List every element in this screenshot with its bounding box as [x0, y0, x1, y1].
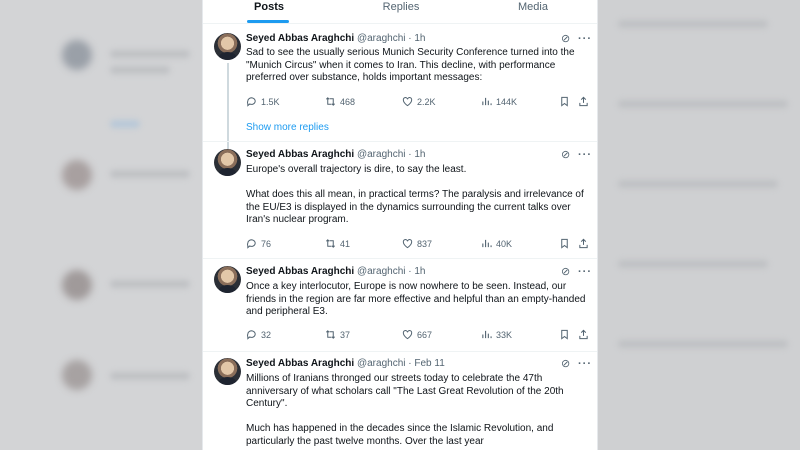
- more-options-icon[interactable]: ···: [578, 358, 592, 370]
- views-chart-icon: [481, 238, 492, 249]
- repost-count: 37: [340, 329, 351, 340]
- views-chart-icon: [481, 96, 492, 107]
- blurred-avatar: [62, 360, 92, 390]
- views-button[interactable]: [481, 96, 517, 107]
- like-count: 837: [417, 238, 433, 249]
- post-header: [246, 33, 426, 44]
- share-button[interactable]: [578, 96, 589, 107]
- post-actions: [246, 238, 591, 252]
- author-handle[interactable]: @araghchi: [356, 358, 406, 369]
- repost-icon: [325, 96, 336, 107]
- blurred-text: [618, 180, 778, 188]
- blurred-text: [110, 280, 190, 288]
- post-header: [246, 266, 426, 277]
- blurred-text: [110, 372, 190, 380]
- blurred-text: [110, 170, 190, 178]
- reply-icon: [246, 238, 257, 249]
- post-time[interactable]: · 1h: [408, 266, 426, 277]
- more-options-icon[interactable]: ···: [578, 266, 592, 278]
- bookmark-icon: [559, 96, 570, 107]
- repost-count: 468: [340, 96, 356, 107]
- grok-icon[interactable]: ⊘: [561, 266, 571, 278]
- right-column-blur: [598, 0, 800, 450]
- divider: [203, 258, 598, 259]
- repost-count: 41: [340, 238, 351, 249]
- post-text: Once a key interlocutor, Europe is now nowhere to be seen. Instead, our friends in the region are far more effective and helpful than an empty-handed and peripheral E3.: [246, 281, 589, 317]
- like-count: 667: [417, 329, 433, 340]
- like-count: 2.2K: [417, 96, 436, 107]
- blurred-text: [618, 340, 788, 348]
- reply-icon: [246, 96, 257, 107]
- post-text: Millions of Iranians thronged our streets today to celebrate the 47th anniversary of what scholars call "The Last Great Revolution of the 20th Century". Much has happened in the decades since the Islamic Revolution, and particularly the past twelve months. Over the last year: [246, 373, 564, 447]
- post-actions: [246, 329, 591, 343]
- post[interactable]: [203, 266, 598, 346]
- more-options-icon[interactable]: ···: [578, 33, 592, 45]
- like-button[interactable]: [402, 238, 432, 249]
- post-time[interactable]: · 1h: [408, 33, 426, 44]
- views-chart-icon: [481, 329, 492, 340]
- tab-active-indicator: [247, 20, 289, 23]
- post[interactable]: [203, 149, 598, 259]
- like-button[interactable]: [402, 96, 436, 107]
- left-column-blur: [0, 0, 202, 450]
- grok-icon[interactable]: ⊘: [561, 33, 571, 45]
- bookmark-button[interactable]: [559, 96, 570, 107]
- more-options-icon[interactable]: ···: [578, 149, 592, 161]
- post-text: Sad to see the usually serious Munich Security Conference turned into the "Munich Circus" when it comes to Iran. This decline, with performance preferred over substance, holds important messages:: [246, 47, 578, 83]
- thread-line: [227, 63, 229, 153]
- reply-count: 1.5K: [261, 96, 280, 107]
- heart-icon: [402, 96, 413, 107]
- avatar[interactable]: [214, 33, 241, 60]
- grok-icon[interactable]: ⊘: [561, 149, 571, 161]
- blurred-text: [110, 50, 190, 58]
- reply-button[interactable]: [246, 329, 271, 340]
- reply-icon: [246, 329, 257, 340]
- heart-icon: [402, 238, 413, 249]
- avatar[interactable]: [214, 266, 241, 293]
- share-icon: [578, 238, 589, 249]
- bookmark-button[interactable]: [559, 329, 570, 340]
- share-button[interactable]: [578, 329, 589, 340]
- views-count: 33K: [496, 329, 513, 340]
- reply-button[interactable]: [246, 96, 280, 107]
- blurred-text: [618, 260, 768, 268]
- author-name[interactable]: Seyed Abbas Araghchi: [246, 149, 355, 160]
- bookmark-icon: [559, 329, 570, 340]
- views-count: 40K: [496, 238, 513, 249]
- views-button[interactable]: [481, 238, 512, 249]
- tab-media-label: Media: [518, 1, 548, 13]
- share-icon: [578, 329, 589, 340]
- tab-replies-label: Replies: [382, 1, 420, 13]
- like-button[interactable]: [402, 329, 432, 340]
- tab-replies[interactable]: [335, 0, 467, 24]
- reply-count: 32: [261, 329, 272, 340]
- profile-timeline: [202, 0, 598, 450]
- post-time[interactable]: · 1h: [408, 149, 426, 160]
- tab-media[interactable]: [467, 0, 598, 24]
- avatar[interactable]: [214, 358, 241, 385]
- divider: [203, 141, 598, 142]
- share-button[interactable]: [578, 238, 589, 249]
- post[interactable]: [203, 358, 598, 450]
- heart-icon: [402, 329, 413, 340]
- share-icon: [578, 96, 589, 107]
- repost-button[interactable]: [325, 238, 350, 249]
- post-header: [246, 358, 445, 369]
- divider: [203, 351, 598, 352]
- blurred-text: [618, 100, 788, 108]
- reply-button[interactable]: [246, 238, 271, 249]
- bookmark-icon: [559, 238, 570, 249]
- blurred-avatar: [62, 160, 92, 190]
- repost-icon: [325, 329, 336, 340]
- blurred-text: [618, 20, 768, 28]
- blurred-avatar: [62, 40, 92, 70]
- tab-posts-label: Posts: [254, 1, 284, 13]
- repost-button[interactable]: [325, 329, 350, 340]
- blurred-link: [110, 120, 140, 128]
- author-handle[interactable]: @araghchi: [356, 149, 406, 160]
- views-count: 144K: [496, 96, 518, 107]
- profile-tabs: [203, 0, 598, 24]
- author-name[interactable]: Seyed Abbas Araghchi: [246, 358, 355, 369]
- blurred-text: [110, 66, 170, 74]
- post-time[interactable]: · Feb 11: [408, 358, 445, 369]
- repost-icon: [325, 238, 336, 249]
- author-handle[interactable]: @araghchi: [356, 266, 406, 277]
- post[interactable]: [203, 33, 598, 117]
- show-more-replies-link[interactable]: Show more replies: [246, 122, 329, 133]
- bookmark-button[interactable]: [559, 238, 570, 249]
- author-name[interactable]: Seyed Abbas Araghchi: [246, 266, 355, 277]
- repost-button[interactable]: [325, 96, 355, 107]
- views-button[interactable]: [481, 329, 512, 340]
- post-actions: [246, 96, 591, 110]
- blurred-avatar: [62, 270, 92, 300]
- avatar[interactable]: [214, 149, 241, 176]
- author-handle[interactable]: @araghchi: [356, 33, 406, 44]
- author-name[interactable]: Seyed Abbas Araghchi: [246, 33, 355, 44]
- post-header: [246, 149, 426, 160]
- reply-count: 76: [261, 238, 272, 249]
- post-text: Europe's overall trajectory is dire, to say the least. What does this all mean, in practical terms? The paralysis and irrelevance of the EU/E3 is displayed in the dynamics surrounding the current talks over Iran's nuclear program.: [246, 164, 584, 225]
- grok-icon[interactable]: ⊘: [561, 358, 571, 370]
